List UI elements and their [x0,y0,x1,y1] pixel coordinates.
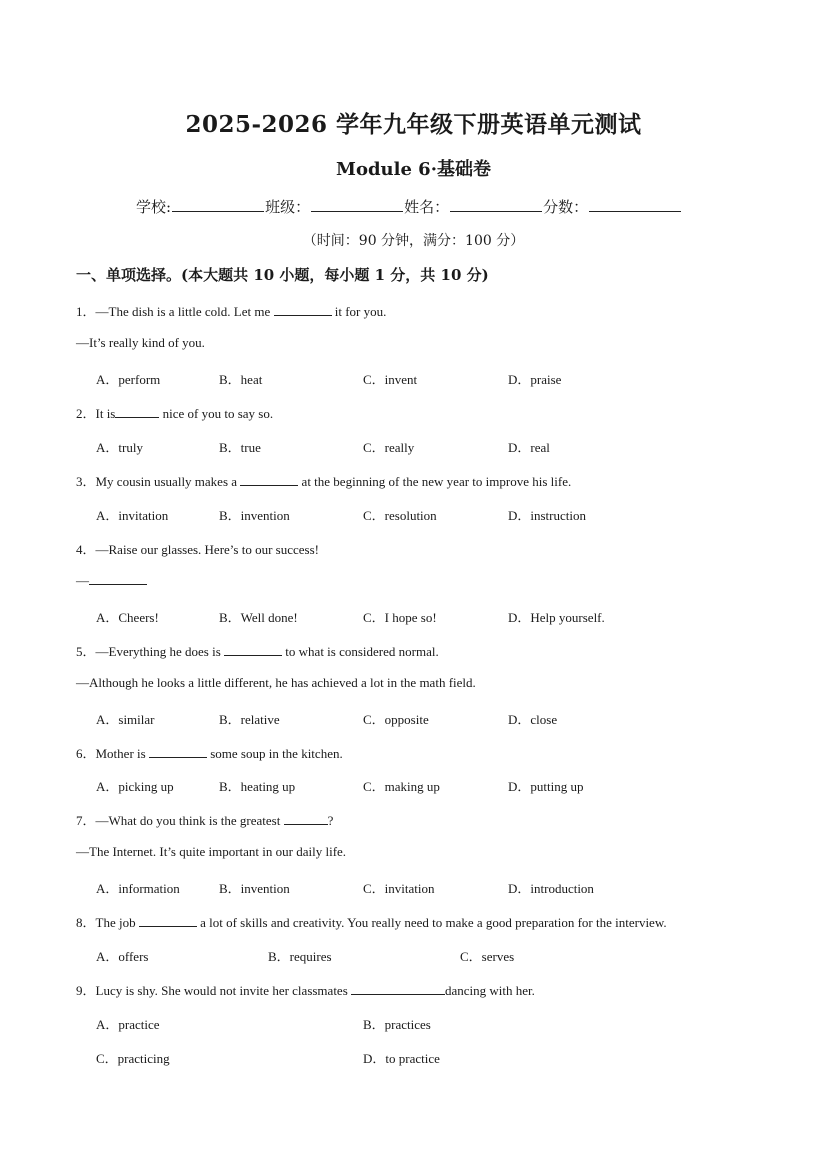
option-b: B．true [219,440,261,455]
answer-blank [149,746,207,758]
option-a: A．information [96,881,180,896]
name-blank [450,197,542,212]
question-6 [76,743,343,762]
option-a: A．invitation [96,508,169,523]
option-c: C．invitation [363,881,435,896]
answer-blank [115,406,159,418]
score-label: 分数： [543,198,589,216]
exam-subtitle: Module 6·基础卷 [336,159,491,180]
option-b: B．invention [219,508,290,523]
answer-blank [89,573,147,585]
option-c: C．really [363,440,415,455]
question-text: 1．—The dish is a little cold. Let me [76,304,274,319]
option-a: A．perform [96,372,161,387]
option-c: C．invent [363,372,418,387]
question-3 [76,471,571,490]
question-text: 5．—Everything he does is [76,644,225,659]
student-info-line [136,196,682,217]
question-5 [76,641,439,660]
exam-title: 2025-2026 学年九年级下册英语单元测试 [185,111,642,138]
question-text: 9．Lucy is shy. She would not invite her classmates [76,983,352,998]
question-1-reply: —It’s really kind of you. [76,335,205,350]
question-4: 4．—Raise our glasses. Here’s to our success! [76,542,319,557]
option-b: B．relative [219,712,280,727]
option-b: B．heating up [219,779,296,794]
question-text: 3．My cousin usually makes a [76,474,241,489]
option-b: B．heat [219,372,263,387]
question-9 [76,980,535,999]
option-a: A．picking up [96,779,174,794]
option-c: C．making up [363,779,440,794]
question-text: to what is considered normal. [282,644,439,659]
option-c: C．practicing [96,1051,170,1066]
option-a: A．similar [96,712,155,727]
option-d: D．real [508,440,550,455]
question-7 [76,810,333,829]
question-4-reply [76,573,147,589]
answer-blank [139,915,197,927]
answer-blank [274,304,332,316]
section-heading: 一、单项选择。(本大题共 10 小题，每小题 1 分，共 10 分) [76,266,489,284]
question-text: ? [327,813,334,828]
option-b: B．invention [219,881,290,896]
option-d: D．putting up [508,779,584,794]
time-note: （时间：90 分钟，满分：100 分） [302,233,525,249]
class-label: 班级： [265,198,311,216]
question-1 [76,301,386,320]
option-b: B．practices [363,1017,431,1032]
option-d: D．instruction [508,508,586,523]
question-text: at the beginning of the new year to improve his life. [298,474,572,489]
option-a: A．truly [96,440,143,455]
question-text: 8．The job [76,915,139,930]
question-2 [76,403,273,422]
school-blank [172,197,264,212]
question-text: dancing with her. [445,983,535,998]
option-b: B．requires [268,949,332,964]
question-text: it for you. [331,304,387,319]
option-b: B．Well done! [219,610,298,625]
question-text: a lot of skills and creativity. You really need to make a good preparation for the interview. [196,915,667,930]
option-a: A．offers [96,949,149,964]
question-text: 6．Mother is [76,746,149,761]
question-text: 2．It is [76,406,116,421]
option-d: D．close [508,712,558,727]
question-text: — [76,573,89,588]
option-d: D．Help yourself. [508,610,605,625]
question-5-reply: —Although he looks a little different, he has achieved a lot in the math field. [76,675,476,690]
option-c: C．opposite [363,712,429,727]
option-d: D．introduction [508,881,594,896]
answer-blank [284,813,328,825]
name-label: 姓名： [404,198,450,216]
option-c: C．serves [460,949,515,964]
answer-blank [224,644,282,656]
question-text: 7．—What do you think is the greatest [76,813,284,828]
option-c: C．resolution [363,508,437,523]
question-8 [76,912,667,931]
school-label: 学校: [136,198,172,216]
option-c: C．I hope so! [363,610,437,625]
question-7-reply: —The Internet. It’s quite important in our daily life. [76,844,347,859]
option-d: D．to practice [363,1051,440,1066]
answer-blank [351,983,445,995]
option-d: D．praise [508,372,562,387]
question-text: nice of you to say so. [159,406,274,421]
class-blank [311,197,403,212]
answer-blank [240,474,298,486]
score-blank [589,197,681,212]
option-a: A．practice [96,1017,160,1032]
question-text: some soup in the kitchen. [206,746,343,761]
option-a: A．Cheers! [96,610,159,625]
